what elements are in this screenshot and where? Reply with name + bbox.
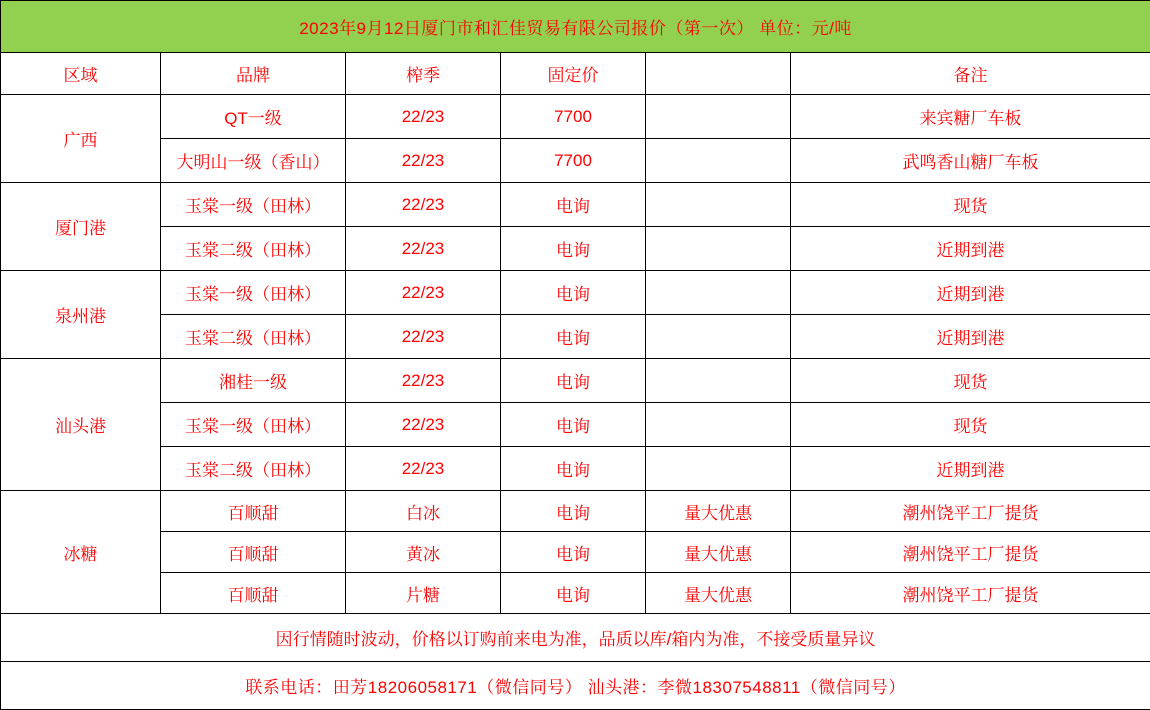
season-cell: 22/23 [346, 315, 501, 359]
extra-cell: 量大优惠 [646, 573, 791, 614]
region-cell: 冰糖 [1, 491, 161, 614]
remark-cell: 近期到港 [791, 271, 1150, 315]
extra-cell: 量大优惠 [646, 491, 791, 532]
brand-cell: QT一级 [161, 95, 346, 139]
title-row [1, 1, 1150, 53]
brand-cell: 玉棠一级（田林） [161, 183, 346, 227]
brand-cell: 玉棠二级（田林） [161, 315, 346, 359]
contact-row [1, 662, 1150, 710]
brand-cell: 百顺甜 [161, 491, 346, 532]
header-extra [646, 53, 791, 95]
remark-cell: 来宾糖厂车板 [791, 95, 1150, 139]
season-cell: 22/23 [346, 95, 501, 139]
remark-cell: 近期到港 [791, 227, 1150, 271]
extra-cell [646, 271, 791, 315]
header-fixed-price: 固定价 [501, 53, 646, 95]
season-cell: 22/23 [346, 139, 501, 183]
brand-cell: 湘桂一级 [161, 359, 346, 403]
table-row [1, 359, 1150, 403]
remark-cell: 现货 [791, 183, 1150, 227]
disclaimer-text: 因行情随时波动，价格以订购前来电为准，品质以库/箱内为准，不接受质量异议 [1, 614, 1150, 662]
remark-cell: 现货 [791, 403, 1150, 447]
extra-cell [646, 315, 791, 359]
table-row [1, 403, 1150, 447]
table-row [1, 183, 1150, 227]
extra-cell [646, 139, 791, 183]
season-cell: 22/23 [346, 183, 501, 227]
season-cell: 22/23 [346, 359, 501, 403]
disclaimer-row [1, 614, 1150, 662]
price-cell: 7700 [501, 95, 646, 139]
price-cell: 电询 [501, 403, 646, 447]
brand-cell: 玉棠一级（田林） [161, 271, 346, 315]
price-cell: 电询 [501, 271, 646, 315]
region-cell: 汕头港 [1, 359, 161, 491]
season-cell: 片糖 [346, 573, 501, 614]
price-cell: 电询 [501, 447, 646, 491]
season-cell: 22/23 [346, 227, 501, 271]
brand-cell: 大明山一级（香山） [161, 139, 346, 183]
season-cell: 22/23 [346, 271, 501, 315]
remark-cell: 现货 [791, 359, 1150, 403]
table-row [1, 491, 1150, 532]
extra-cell [646, 227, 791, 271]
price-cell: 电询 [501, 532, 646, 573]
price-cell: 电询 [501, 359, 646, 403]
price-cell: 电询 [501, 227, 646, 271]
price-cell: 电询 [501, 491, 646, 532]
header-season: 榨季 [346, 53, 501, 95]
price-cell: 电询 [501, 183, 646, 227]
header-region: 区域 [1, 53, 161, 95]
extra-cell [646, 95, 791, 139]
region-cell: 泉州港 [1, 271, 161, 359]
remark-cell: 潮州饶平工厂提货 [791, 573, 1150, 614]
remark-cell: 潮州饶平工厂提货 [791, 532, 1150, 573]
remark-cell: 武鸣香山糖厂车板 [791, 139, 1150, 183]
table-row [1, 95, 1150, 139]
region-cell: 厦门港 [1, 183, 161, 271]
brand-cell: 玉棠二级（田林） [161, 227, 346, 271]
brand-cell: 玉棠一级（田林） [161, 403, 346, 447]
table-row [1, 573, 1150, 614]
table-row [1, 227, 1150, 271]
sheet-title: 2023年9月12日厦门市和汇佳贸易有限公司报价（第一次） 单位：元/吨 [1, 1, 1150, 53]
brand-cell: 百顺甜 [161, 573, 346, 614]
remark-cell: 潮州饶平工厂提货 [791, 491, 1150, 532]
header-brand: 品牌 [161, 53, 346, 95]
table-row [1, 447, 1150, 491]
extra-cell [646, 403, 791, 447]
table-row [1, 139, 1150, 183]
header-row [1, 53, 1150, 95]
extra-cell [646, 183, 791, 227]
season-cell: 22/23 [346, 403, 501, 447]
price-cell: 7700 [501, 139, 646, 183]
table-row [1, 271, 1150, 315]
season-cell: 黄冰 [346, 532, 501, 573]
brand-cell: 玉棠二级（田林） [161, 447, 346, 491]
table-row [1, 532, 1150, 573]
season-cell: 白冰 [346, 491, 501, 532]
brand-cell: 百顺甜 [161, 532, 346, 573]
extra-cell [646, 447, 791, 491]
remark-cell: 近期到港 [791, 447, 1150, 491]
price-cell: 电询 [501, 315, 646, 359]
table-row [1, 315, 1150, 359]
extra-cell: 量大优惠 [646, 532, 791, 573]
header-remark: 备注 [791, 53, 1150, 95]
extra-cell [646, 359, 791, 403]
season-cell: 22/23 [346, 447, 501, 491]
remark-cell: 近期到港 [791, 315, 1150, 359]
region-cell: 广西 [1, 95, 161, 183]
contact-text: 联系电话：田芳18206058171（微信同号） 汕头港：李微18307548811（微信同号） [1, 662, 1150, 710]
price-cell: 电询 [501, 573, 646, 614]
